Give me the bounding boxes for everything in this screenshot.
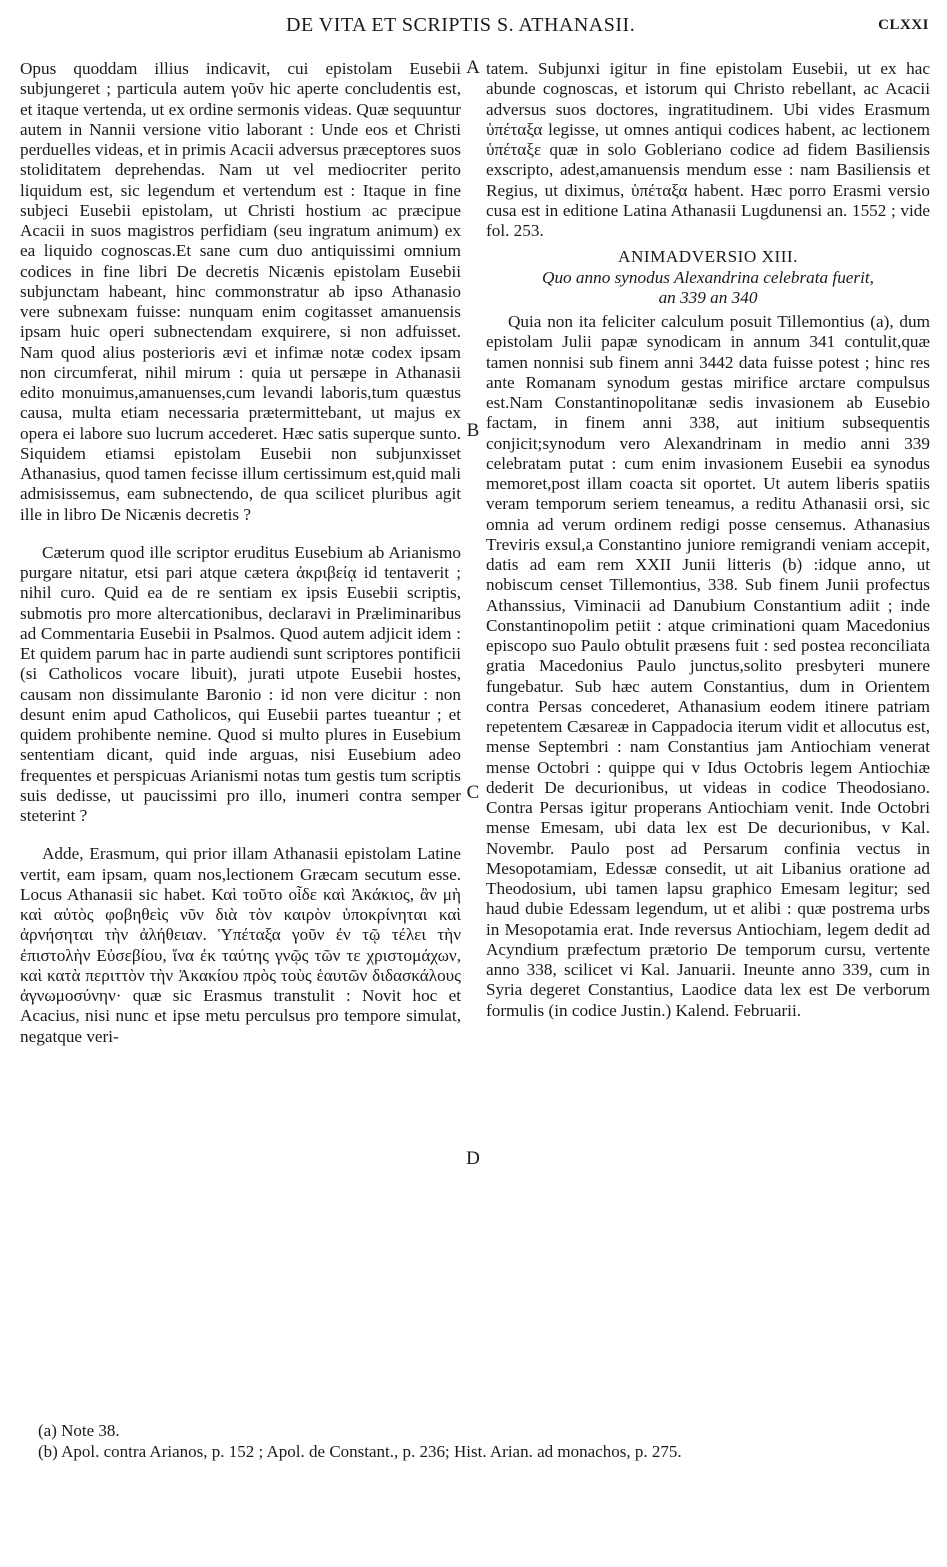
margin-marker-c: C (466, 782, 480, 803)
left-paragraph-3: Adde, Erasmum, qui prior illam Athanasii epistolam Latine vertit, eam ipsam, quam nos,lectionem Græcam secutum esse. Locus Athanasii sic habet. Καὶ τοῦτο οἶδε καὶ Ἀκάκιος, ἂν μὴ καὶ αὐτὸς φοβηθεὶς νῦν διὰ τὸν καιρὸν ὑποκρίνηται καὶ ἀρνήσηται τὴν ἀλήθειαν. Ὑπέταξα γοῦν ἐν τῷ τέλει τὴν ἐπιστολὴν Εὐσεβίου, ἵνα ἐκ ταύτης γνῷς τῶν τε χριστομάχων, καὶ κατὰ περιττὸν τὴν Ἀκακίου πρὸς τοὺς ἑαυτῶν διδασκάλους ἀγνωμοσύνην· quæ sic Erasmus transtulit : Novit hoc et Acacius, nisi nunc et ipse metu perculsus pro tempore simulat, negatque veri- (20, 844, 461, 1046)
section-heading: ANIMADVERSIO XIII. (618, 247, 798, 267)
section-subheading: Quo anno synodus Alexandrina celebrata fuerit, (542, 267, 874, 287)
left-paragraph-2: Cæterum quod ille scriptor eruditus Eusebium ab Arianismo purgare nitatur, etsi pari atque cætera ἀκριβείᾳ id tentaverit ; nihil curo. Quid ea de re sentiam ex ipsis Eusebii scriptis, submotis pro more altercationibus, declaravi in Præliminaribus ad Commentaria Eusebii in Psalmos. Quod autem adjicit idem : Et quidem parum hac in parte audiendi sunt scriptores pontificii (si Catholicos vocare libuit), jurati utpote Eusebii hostes, causam non dissimulante Baronio : id non vere dicitur : non desunt enim apud Catholicos, qui Eusebii partes tueantur ; et quidem prohibente nemine. Quod si multo plures in Eusebium sententiam dicant, quid inde arguas, nisi Eusebium adeo frequentes et perspicuas Arianismi notas tum gestis tum scriptis suis dedisse, ut paucissimi pro illo, inumeri contra semper steterint ? (20, 542, 461, 825)
left-paragraph-1: Opus quoddam illius indicavit, cui epistolam Eusebii subjungeret ; particula autem γοῦν hic aperte concludentis est, et itaque vertenda, ut ex ordine sermonis videas. Quæ sequuntur autem in Nannii versione vitio laborant : Unde eos et Christi perduelles videas, et in primis Acacii adversus præceptores suos stoliditatem deprehendas. Nam ut vel mediocriter perito liquidum est, sic legendum et vertendum est : Itaque in fine subjeci Eusebii epistolam, ut Christi hostium ac præcipue Acacii in suos magistros perfidiam (seu ingratum animum) ex ea liquido cognoscas.Et sane cum duo antiquissimi omnium codices in fine libri De decretis Nicænis epistolam Eusebii subjunctam habeant, hinc commonstratur ab ipso Athanasio vere subnexam fuisse: nunquam enim cogitasset amanuensis ipsam huic operi subnectendam exquirere, si non adfuisset. Nam quod alius posterioris ævi et infimæ notæ codex ipsam non circumferat, nihil mirum : quia ut persæpe in Athanasii edito monuimus,amanuenses,cum levandi laboris,tum quæstus causa, multa etiam necessaria prætermittebant, ut majus ex opera ei labore suo lucrum accederet. Hæc satis superque sunto. Siquidem etiamsi epistolam Eusebii non subjunxisset Athanasius, quod tamen fecisse illum certissimum est,quid mali admisissemus, eam subnectendo, de qua scilicet pluribus agit ille in libro De Nicænis decretis ? (20, 59, 461, 524)
page-number: CLXXI (878, 17, 929, 33)
footnotes (38, 1420, 918, 1462)
right-paragraph-2: Quia non ita feliciter calculum posuit Tillemontius (a), dum epistolam Julii papæ synodicam in annum 341 contulit,quæ tamen nonnisi sub finem anni 3442 data fuisse potest ; hinc res ante Romanam synodum gestas mirifice arctare compulsus est.Nam Constantinopolitanæ sedis invasionem ab Eusebio factam, in finem anni 338, aut initium subsequentis conjicit;synodum vero Alexandrinam in medio anni 339 celebratam putat : cum enim invasionem Eusebii ea synodus memoret,post illam coacta sit oportet. Ut autem liberis spatiis veram temporum seriem teneamus, a reditu Athanasii orsi, sic omnia ad verum ordinem redigi posse censemus. Athanasius Treviris exsul,a Constantino juniore remigrandi veniam accepit, datis ad eam rem XXII Junii litteris (b) :idque anno, ut nobiscum censet Tillemontius, 338. Sub finem Junii profectus Athanssius, Viminacii ad Danubium Constantium adiit ; inde Constantinopolim petiit : atque criminationi quam Macedonius episcopo suo Paulo obtulit præsens fuit : sed postea reconciliata gratia Macedonius Paulo junctus,solito presbyteri munere fungebatur. Sub hæc autem Constantius, dum in Orientem contra Persas concederet, Athanasium eodem itinere patriam repetentem Cæsareæ in Cappadocia iterum vidit et allocutus est, mense Septembri : nam Constantius jam Antiochiam venerat mense Octobri : quippe qui v Idus Octobris legem Antiochiæ dederit De decurionibus, ut videas in codice Theodosiano. Contra Persas igitur properans Antiochiam venit. Inde Octobri mense Emesam, ubi data lex est De decurionibus, v Kal. Novembr. Paulo post ad Persarum confinia vectus in Mesopotamiam, Edessæ consedit, ut ait Libanius oratione ad Theodosium, ubi tamen lapsu graphico Emesam legitur; sed haud dubie Edessam legendum, ut et alibi : quæ postrema urbs in Mesopotamia erat. Inde reversus Antiochiam, legem dedit ad Acyndium præfectum prætorio De temporum cursu, vertente anno 338, scilicet vi Kal. Januarii. Ineunte anno 339, cum in Syria degeret Constantius, Laodice data lex est De verborum formulis (in codice Justin.) Kalend. Februarii. (486, 312, 930, 1020)
margin-marker-a: A (466, 57, 480, 78)
running-head (0, 14, 947, 44)
margin-marker-b: B (466, 420, 480, 441)
section-subheading-tail: an 339 an 340 (658, 287, 758, 307)
footnote-b: (b) Apol. contra Arianos, p. 152 ; Apol. de Constant., p. 236; Hist. Arian. ad monachos, p. 275. (38, 1442, 682, 1461)
right-paragraph-1: tatem. Subjunxi igitur in fine epistolam Eusebii, ut ex hac abunde cognoscas, et istorum qui Christo rebellant, ac Acacii adversus suos doctores, ingratitudinem. Ubi vides Erasmum ὑπέταξα legisse, ut omnes antiqui codices habent, ac lectionem ὑπέταξε quæ in solo Gobleriano codice ad fidem Basiliensis exscripto, adest,amanuensis mendum esse : nam Basiliensis et Regius, ut diximus, ὑπέταξα habent. Hæc porro Erasmi versio cusa est in editione Latina Athanasii Lugdunensi an. 1552 ; vide fol. 253. (486, 59, 930, 240)
running-title: DE VITA ET SCRIPTIS S. ATHANASII. (286, 14, 636, 36)
margin-marker-d: D (466, 1148, 480, 1169)
left-column (20, 59, 461, 1047)
right-column (486, 59, 930, 1021)
footnote-a: (a) Note 38. (38, 1421, 120, 1440)
